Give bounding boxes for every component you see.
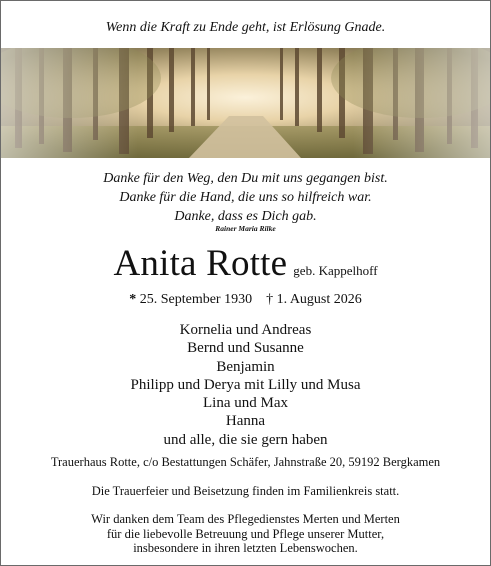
motto-text: Wenn die Kraft zu Ende geht, ist Erlösung Gnade. — [105, 20, 386, 35]
deceased-name: Anita Rotte — [113, 243, 288, 284]
life-dates — [1, 292, 490, 308]
birth-date: 25. September 1930 — [139, 292, 253, 307]
forest-path-photo — [1, 48, 490, 158]
poem-author: Rainer Maria Rilke — [215, 224, 276, 233]
thanks-line: für die liebevolle Betreuung und Pflege unserer Mutter, — [106, 526, 385, 541]
born-symbol: * — [129, 292, 137, 307]
mourner: Lina und Max — [203, 395, 288, 412]
mourning-address: Trauerhaus Rotte, c/o Bestattungen Schäfer, Jahnstraße 20, 59192 Bergkamen — [50, 455, 441, 469]
thanks-note — [1, 512, 490, 556]
poem — [1, 169, 490, 226]
mourner: Kornelia und Andreas — [179, 322, 312, 338]
thanks-line: Wir danken dem Team des Pflegedienstes Merten und Merten — [91, 512, 400, 526]
deceased-name-row — [1, 242, 490, 285]
poem-line: Danke für den Weg, den Du mit uns gegangen bist. — [103, 171, 388, 186]
poem-line: Danke, dass es Dich gab. — [174, 209, 317, 224]
mourner: Bernd und Susanne — [187, 340, 304, 357]
death-symbol: † — [266, 292, 274, 307]
thanks-line: insbesondere in ihren letzten Lebenswochen. — [133, 541, 358, 556]
poem-line: Danke für die Hand, die uns so hilfreich war. — [119, 190, 372, 205]
forest-path-icon — [1, 48, 490, 158]
mourner: Benjamin — [216, 358, 275, 375]
death-date: 1. August 2026 — [276, 292, 362, 307]
mourners-list — [1, 321, 490, 449]
mourner: Philipp und Derya mit Lilly und Musa — [130, 376, 361, 393]
mourner: Hanna — [225, 413, 266, 430]
funeral-note: Die Trauerfeier und Beisetzung finden im Familienkreis statt. — [91, 484, 400, 498]
birth-name: geb. Kappelhoff — [293, 263, 378, 278]
mourner: und alle, die sie gern haben — [163, 431, 328, 448]
